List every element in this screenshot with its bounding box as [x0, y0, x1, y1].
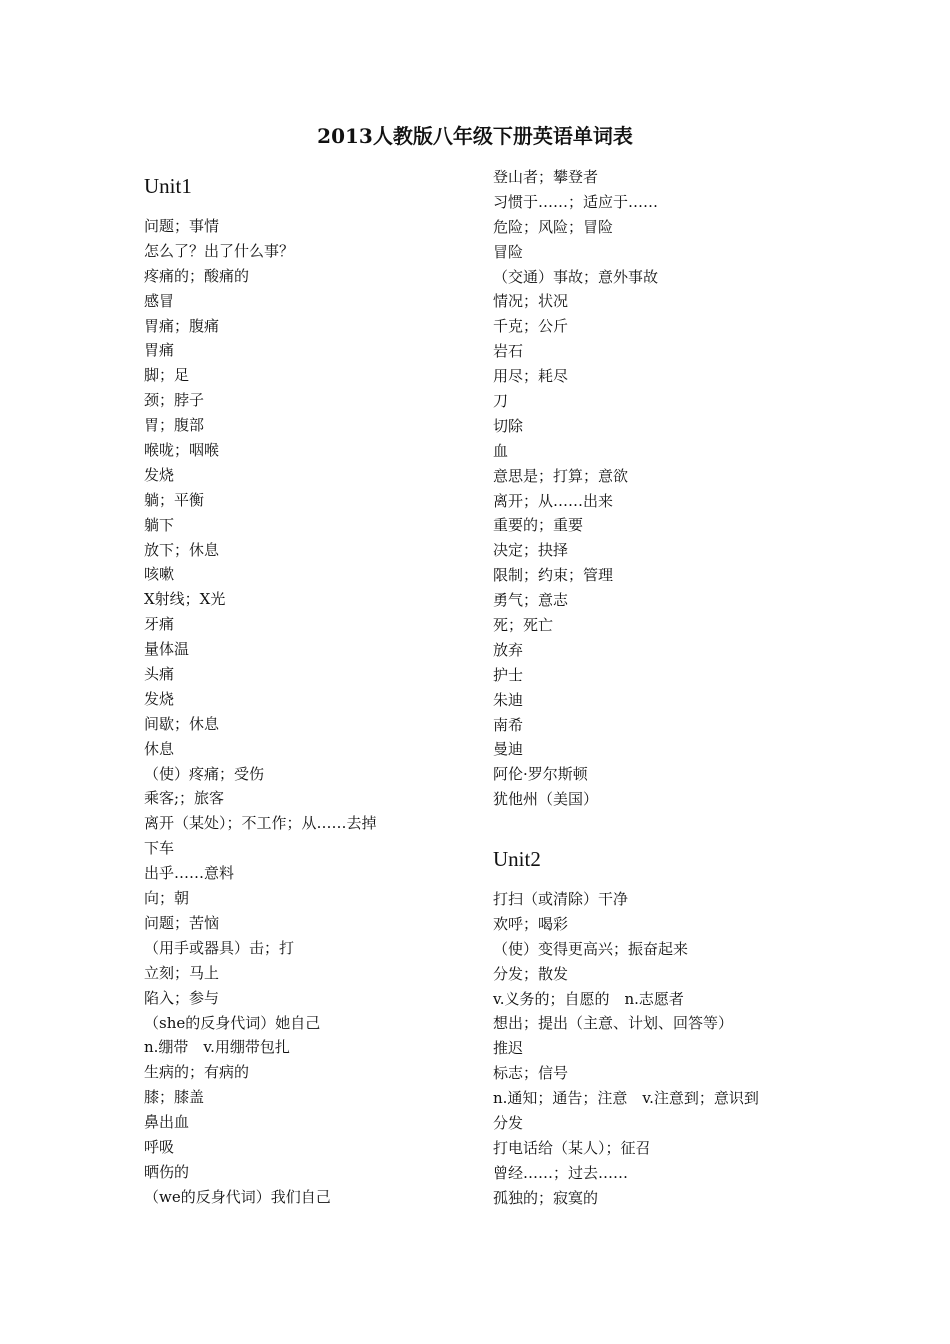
vocab-entry: 立刻；马上 — [144, 963, 220, 982]
vocab-entry: 疼痛的；酸痛的 — [144, 266, 250, 285]
vocab-entry: 颈；脖子 — [144, 391, 205, 410]
unit2-vocab-list — [493, 887, 759, 1211]
vocab-entry: 限制；约束；管理 — [493, 566, 614, 585]
vocab-entry: 头痛 — [144, 665, 175, 684]
vocab-entry: 问题；事情 — [144, 217, 220, 235]
vocab-entry: 鼻出血 — [144, 1113, 190, 1132]
vocab-entry: 勇气；意志 — [493, 591, 569, 610]
vocab-entry: 牙痛 — [144, 615, 175, 634]
vocab-entry: （we的反身代词）我们自己 — [144, 1187, 331, 1206]
vocab-entry: 冒险 — [493, 242, 524, 261]
vocab-entry: 习惯于……；适应于…… — [493, 192, 659, 211]
vocab-entry: 意思是；打算；意欲 — [493, 466, 629, 485]
vocab-entry: 呼吸 — [144, 1137, 175, 1156]
vocab-entry: 放下；休息 — [144, 540, 220, 559]
vocab-entry: 量体温 — [144, 640, 190, 659]
vocab-entry: v.义务的；自愿的 n.志愿者 — [493, 989, 684, 1008]
vocab-entry: 喉咙；咽喉 — [144, 441, 220, 460]
vocab-entry: 出乎……意料 — [144, 864, 235, 883]
vocab-entry: 阿伦·罗尔斯顿 — [493, 765, 588, 784]
vocab-entry: 乘客;；旅客 — [144, 789, 225, 808]
vocab-entry: 晒伤的 — [144, 1162, 190, 1181]
vocab-entry: 曾经……；过去…… — [493, 1163, 629, 1182]
vocab-entry: 决定；抉择 — [493, 541, 569, 560]
vocab-entry: 打扫（或清除）干净 — [493, 890, 629, 908]
vocab-entry: n.通知；通告；注意 v.注意到；意识到 — [493, 1089, 759, 1108]
vocab-entry: （she的反身代词）她自己 — [144, 1013, 321, 1032]
vocab-entry: 问题；苦恼 — [144, 913, 220, 932]
vocab-entry: 离开（某处）；不工作；从……去掉 — [144, 814, 377, 833]
vocab-entry: 放弃 — [493, 640, 524, 659]
vocab-entry: 切除 — [493, 416, 524, 435]
vocab-entry: 分发 — [493, 1114, 524, 1133]
vocab-entry: X射线；X光 — [144, 590, 226, 609]
vocab-entry: 情况；状况 — [493, 292, 569, 311]
vocab-entry: 间歇；休息 — [144, 714, 220, 733]
vocab-entry: 脚；足 — [144, 366, 190, 385]
vocab-entry: 千克；公斤 — [493, 317, 569, 336]
vocab-entry: 胃；腹部 — [144, 416, 205, 435]
vocab-entry: 血 — [493, 441, 509, 460]
vocab-entry: 朱迪 — [493, 690, 524, 709]
vocab-entry: 休息 — [144, 739, 175, 758]
vocab-entry: 曼迪 — [493, 740, 524, 759]
vocab-entry: 咳嗽 — [144, 565, 175, 584]
vocab-entry: （用手或器具）击；打 — [144, 938, 295, 957]
vocab-entry: 死；死亡 — [493, 616, 554, 635]
vocab-entry: 陷入；参与 — [144, 988, 220, 1007]
vocab-entry: 重要的；重要 — [493, 516, 584, 535]
vocab-entry: 向；朝 — [144, 889, 190, 908]
unit1-vocab-list-continued — [493, 165, 658, 812]
vocab-entry: （使）疼痛；受伤 — [144, 764, 265, 783]
vocab-entry: 发烧 — [144, 689, 175, 708]
vocab-entry: 胃痛 — [144, 341, 175, 360]
vocab-entry: 危险；风险；冒险 — [493, 217, 614, 236]
vocab-entry: 发烧 — [144, 465, 175, 484]
vocab-entry: 孤独的；寂寞的 — [493, 1188, 599, 1207]
vocab-entry: 打电话给（某人）；征召 — [493, 1138, 651, 1157]
vocab-entry: 护士 — [493, 665, 524, 684]
vocab-entry: 躺下 — [144, 515, 175, 534]
page-title: 2013人教版八年级下册英语单词表 — [317, 124, 633, 148]
unit1-heading: Unit1 — [144, 174, 192, 198]
vocab-entry: 感冒 — [144, 291, 175, 310]
vocab-entry: 刀 — [493, 392, 509, 411]
vocab-entry: 用尽；耗尽 — [493, 367, 569, 386]
vocab-entry: 想出；提出（主意、计划、回答等） — [493, 1014, 734, 1033]
vocab-entry: 南希 — [493, 715, 524, 734]
vocab-entry: 下车 — [144, 839, 175, 858]
vocab-entry: 胃痛；腹痛 — [144, 316, 220, 335]
vocab-entry: 怎么了？出了什么事？ — [144, 241, 295, 260]
vocab-entry: 欢呼；喝彩 — [493, 914, 569, 933]
vocab-entry: 分发；散发 — [493, 964, 569, 983]
unit2-heading: Unit2 — [493, 847, 541, 871]
vocab-entry: 膝；膝盖 — [144, 1088, 205, 1107]
vocab-entry: （交通）事故；意外事故 — [493, 267, 659, 286]
vocab-entry: 犹他州（美国） — [493, 790, 599, 809]
vocab-entry: 推迟 — [493, 1039, 524, 1058]
vocab-entry: （使）变得更高兴；振奋起来 — [493, 939, 689, 958]
vocab-entry: n.绷带 v.用绷带包扎 — [144, 1038, 290, 1057]
unit1-vocab-list — [144, 214, 377, 1210]
vocab-entry: 岩石 — [493, 342, 524, 361]
vocab-entry: 登山者；攀登者 — [493, 168, 599, 186]
vocab-entry: 躺；平衡 — [144, 490, 205, 509]
vocab-entry: 离开；从……出来 — [493, 491, 614, 510]
vocab-entry: 生病的；有病的 — [144, 1063, 250, 1082]
vocab-entry: 标志；信号 — [493, 1064, 569, 1083]
